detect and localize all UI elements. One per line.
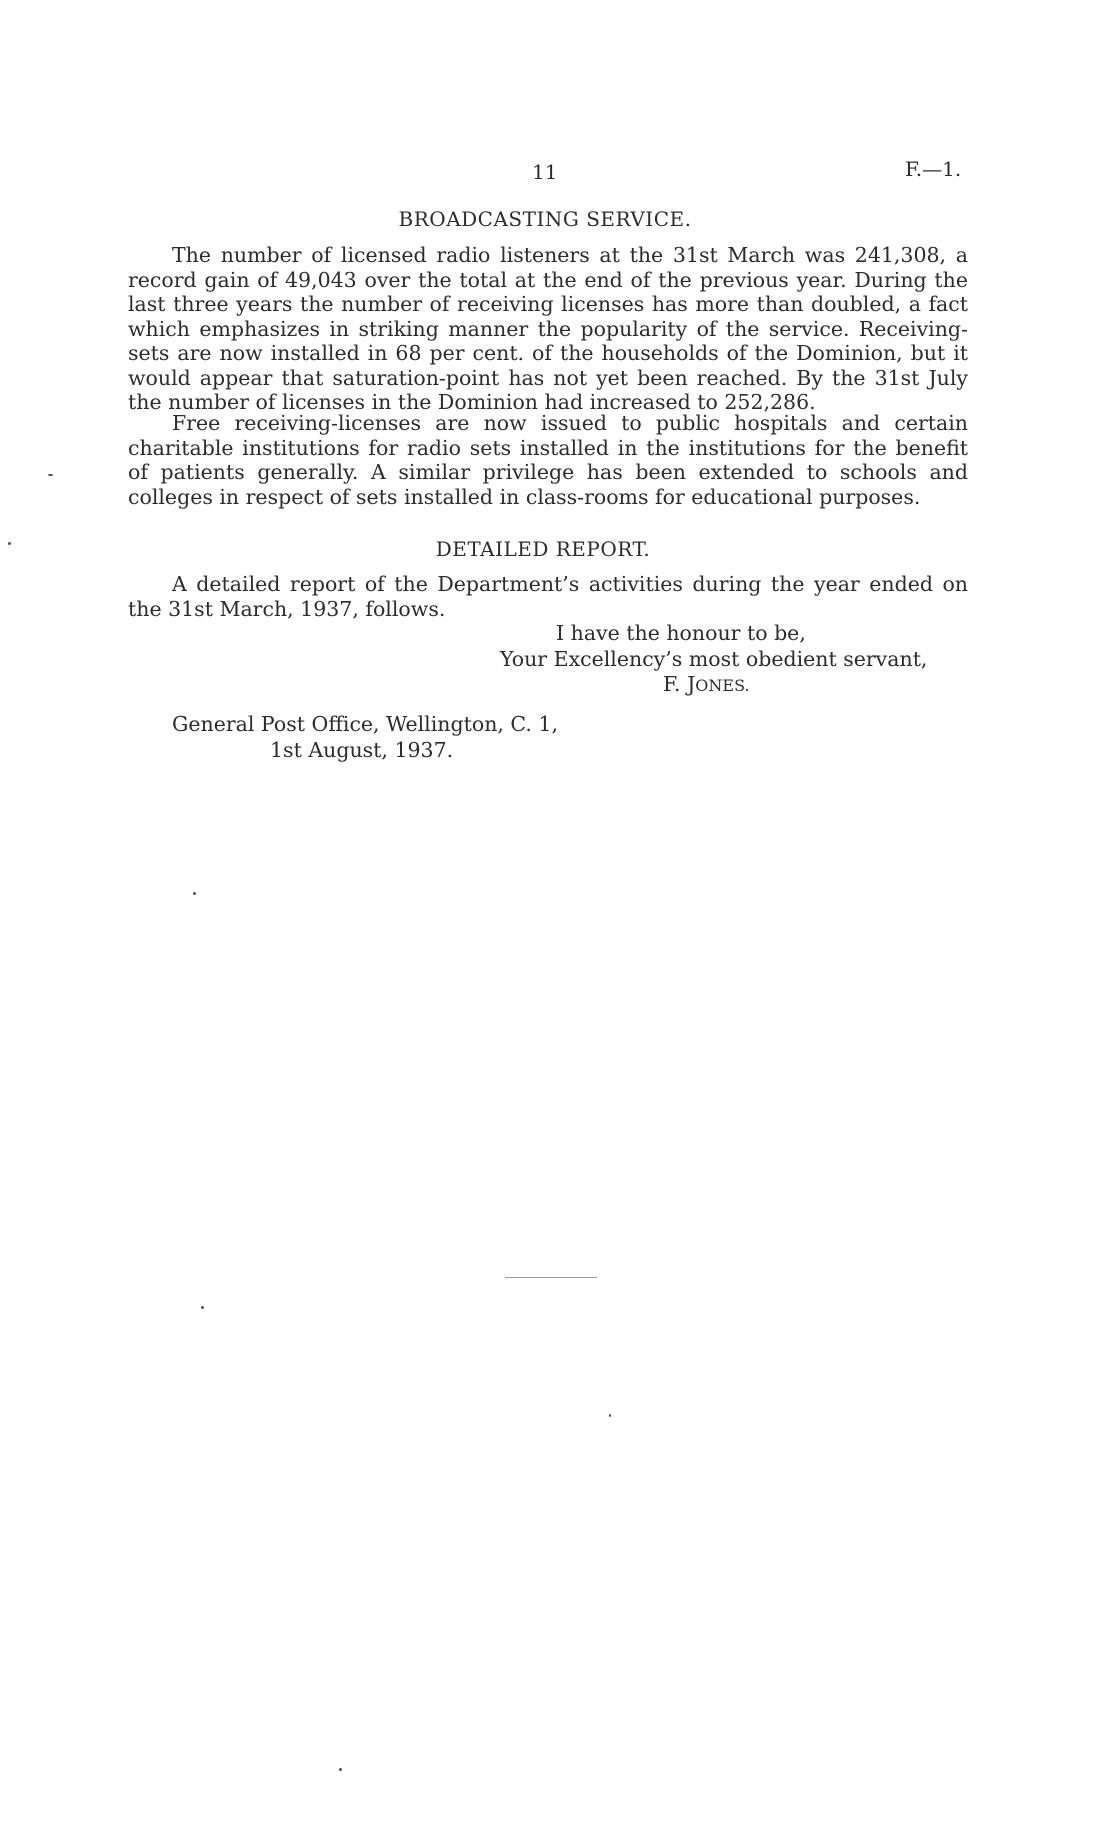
paragraph-detailed-report: A detailed report of the Department’s activities during the year ended on the 31st March, 1937, follows. [128, 572, 968, 621]
scan-speck [339, 1768, 342, 1771]
signature [663, 672, 750, 696]
page-number: 11 [532, 160, 558, 184]
scan-speck [609, 1414, 611, 1417]
signature-initial: F. J [663, 672, 696, 696]
closing-servant-line: Your Excellency’s most obedient servant, [500, 647, 928, 671]
scan-speck [193, 892, 196, 895]
scan-mark [505, 1277, 597, 1278]
scan-speck [48, 474, 53, 476]
paragraph-free-licenses: Free receiving-licenses are now issued to public hospitals and certain charitable institutions for radio sets installed in the institutions for the benefit of patients generally. A similar privilege has been extended to schools and colleges in respect of sets installed in class-rooms for educational purposes. [128, 411, 968, 509]
section-heading-detailed-report: DETAILED REPORT. [435, 537, 651, 561]
document-reference: F.—1. [905, 157, 962, 181]
closing-honour-line: I have the honour to be, [556, 621, 806, 645]
address-line: General Post Office, Wellington, C. 1, [172, 712, 558, 736]
signature-surname-smallcaps: ONES. [695, 676, 750, 695]
section-heading-broadcasting: BROADCASTING SERVICE. [398, 207, 692, 231]
scan-speck [8, 542, 11, 545]
paragraph-licensed-listeners: The number of licensed radio listeners at the 31st March was 241,308, a record gain of 49,043 over the total at the end of the previous year. During the last three years the number of receiving licenses has more than doubled, a fact which emphasizes in striking manner the popularity of the service. Receiving-sets are now installed in 68 per cent. of the households of the Dominion, but it would appear that saturation-point has not yet been reached. By the 31st July the number of licenses in the Dominion had increased to 252,286. [128, 243, 968, 414]
scan-speck [201, 1306, 204, 1309]
date-line: 1st August, 1937. [270, 738, 454, 762]
